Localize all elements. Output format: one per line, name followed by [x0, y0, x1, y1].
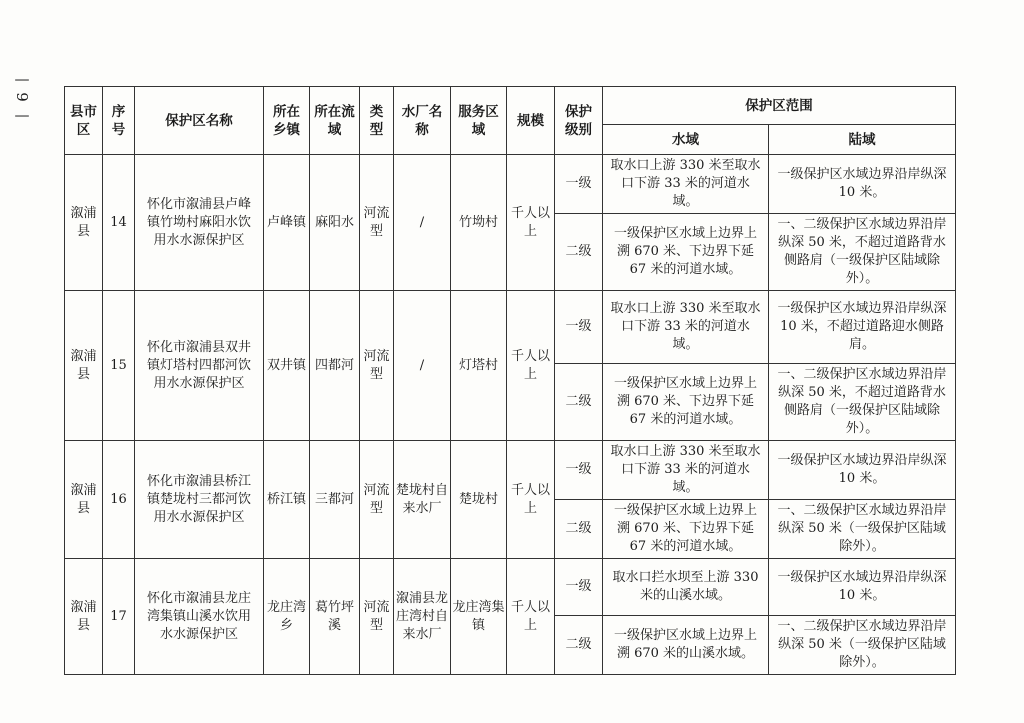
page-marker-dash-bottom: — [14, 106, 30, 124]
cell-land-2: 一、二级保护区水域边界沿岸纵深 50 米，不超过道路背水侧路肩（一级保护区陆域除外）。 [769, 214, 956, 291]
cell-plant: 楚垅村自来水厂 [394, 441, 451, 559]
cell-water-1: 取水口上游 330 米至取水口下游 33 米的河道水域。 [603, 441, 769, 500]
cell-plant: 溆浦县龙庄湾村自来水厂 [394, 559, 451, 675]
header-name: 保护区名称 [135, 87, 264, 155]
cell-county: 溆浦县 [65, 155, 103, 291]
cell-water-1: 取水口上游 330 米至取水口下游 33 米的河道水域。 [603, 155, 769, 214]
cell-level-1: 一级 [555, 559, 603, 616]
protection-zone-table [64, 86, 956, 675]
cell-county: 溆浦县 [65, 441, 103, 559]
cell-water-1: 取水口拦水坝至上游 330 米的山溪水域。 [603, 559, 769, 616]
cell-land-1: 一级保护区水域边界沿岸纵深 10 米。 [769, 155, 956, 214]
cell-type: 河流型 [360, 559, 394, 675]
cell-town: 卢峰镇 [264, 155, 310, 291]
cell-plant: / [394, 155, 451, 291]
cell-service: 楚垅村 [451, 441, 507, 559]
cell-land-1: 一级保护区水域边界沿岸纵深 10 米。 [769, 559, 956, 616]
cell-water-2: 一级保护区水域上边界上溯 670 米的山溪水域。 [603, 616, 769, 675]
cell-town: 桥江镇 [264, 441, 310, 559]
header-scope: 保护区范围 [603, 87, 956, 125]
cell-level-2: 二级 [555, 214, 603, 291]
header-seq: 序号 [103, 87, 135, 155]
cell-type: 河流型 [360, 441, 394, 559]
cell-name: 怀化市溆浦县桥江镇楚垅村三都河饮用水水源保护区 [135, 441, 264, 559]
cell-plant: / [394, 291, 451, 441]
cell-basin: 葛竹坪溪 [310, 559, 360, 675]
cell-basin: 三都河 [310, 441, 360, 559]
table-row [65, 441, 956, 500]
cell-town: 龙庄湾乡 [264, 559, 310, 675]
cell-name: 怀化市溆浦县双井镇灯塔村四都河饮用水水源保护区 [135, 291, 264, 441]
header-type: 类型 [360, 87, 394, 155]
header-town: 所在乡镇 [264, 87, 310, 155]
table-row [65, 155, 956, 214]
cell-service: 竹坳村 [451, 155, 507, 291]
header-basin: 所在流域 [310, 87, 360, 155]
cell-name: 怀化市溆浦县卢峰镇竹坳村麻阳水饮用水水源保护区 [135, 155, 264, 291]
cell-land-2: 一、二级保护区水域边界沿岸纵深 50 米（一级保护区陆域除外）。 [769, 616, 956, 675]
cell-county: 溆浦县 [65, 291, 103, 441]
cell-land-1: 一级保护区水域边界沿岸纵深 10 米，不超过道路迎水侧路肩。 [769, 291, 956, 364]
cell-water-2: 一级保护区水域上边界上溯 670 米、下边界下延 67 米的河道水域。 [603, 500, 769, 559]
cell-basin: 麻阳水 [310, 155, 360, 291]
cell-basin: 四都河 [310, 291, 360, 441]
cell-town: 双井镇 [264, 291, 310, 441]
cell-land-1: 一级保护区水域边界沿岸纵深 10 米。 [769, 441, 956, 500]
page-marker-dash-top: — [14, 70, 30, 88]
cell-type: 河流型 [360, 291, 394, 441]
cell-county: 溆浦县 [65, 559, 103, 675]
cell-level-2: 二级 [555, 364, 603, 441]
cell-service: 灯塔村 [451, 291, 507, 441]
cell-level-1: 一级 [555, 155, 603, 214]
cell-seq: 15 [103, 291, 135, 441]
cell-seq: 16 [103, 441, 135, 559]
table-row [65, 291, 956, 364]
cell-water-2: 一级保护区水域上边界上溯 670 米、下边界下延 67 米的河道水域。 [603, 364, 769, 441]
cell-water-1: 取水口上游 330 米至取水口下游 33 米的河道水域。 [603, 291, 769, 364]
cell-seq: 17 [103, 559, 135, 675]
page-number-marker [10, 70, 34, 124]
table-row [65, 559, 956, 616]
cell-water-2: 一级保护区水域上边界上溯 670 米、下边界下延 67 米的河道水域。 [603, 214, 769, 291]
header-scale: 规模 [507, 87, 555, 155]
cell-land-2: 一、二级保护区水域边界沿岸纵深 50 米，不超过道路背水侧路肩（一级保护区陆域除外）。 [769, 364, 956, 441]
header-county: 县市区 [65, 87, 103, 155]
cell-level-1: 一级 [555, 291, 603, 364]
cell-seq: 14 [103, 155, 135, 291]
cell-type: 河流型 [360, 155, 394, 291]
cell-level-1: 一级 [555, 441, 603, 500]
header-plant: 水厂名称 [394, 87, 451, 155]
cell-scale: 千人以上 [507, 155, 555, 291]
header-service: 服务区域 [451, 87, 507, 155]
header-water: 水域 [603, 125, 769, 155]
cell-scale: 千人以上 [507, 441, 555, 559]
header-land: 陆域 [769, 125, 956, 155]
cell-level-2: 二级 [555, 616, 603, 675]
cell-scale: 千人以上 [507, 291, 555, 441]
page-number: 9 [13, 92, 31, 102]
cell-land-2: 一、二级保护区水域边界沿岸纵深 50 米（一级保护区陆域除外）。 [769, 500, 956, 559]
cell-service: 龙庄湾集镇 [451, 559, 507, 675]
cell-name: 怀化市溆浦县龙庄湾集镇山溪水饮用水水源保护区 [135, 559, 264, 675]
cell-level-2: 二级 [555, 500, 603, 559]
cell-scale: 千人以上 [507, 559, 555, 675]
header-level: 保护级别 [555, 87, 603, 155]
